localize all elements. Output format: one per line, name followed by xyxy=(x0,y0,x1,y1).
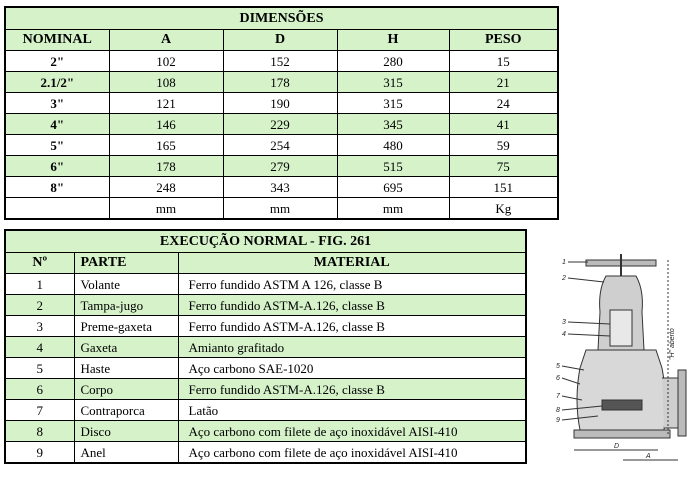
parts-table xyxy=(4,229,527,464)
dimensions-row-cell: 178 xyxy=(109,156,223,177)
dimensions-row-cell: 102 xyxy=(109,51,223,72)
callout-5: 5 xyxy=(556,363,560,370)
dimensions-header-row-cell: D xyxy=(223,30,337,51)
dimensions-row xyxy=(5,156,558,177)
dimensions-row-cell: 279 xyxy=(223,156,337,177)
parts-title-row xyxy=(5,230,526,253)
dimensions-row-cell: 4" xyxy=(5,114,109,135)
parts-row-cell: Ferro fundido ASTM-A.126, classe B xyxy=(178,379,526,400)
dimensions-units-row-cell: mm xyxy=(109,198,223,220)
dimensions-row xyxy=(5,177,558,198)
dimensions-row-cell: 5" xyxy=(5,135,109,156)
callout-4: 4 xyxy=(562,331,566,338)
parts-header-row-cell: MATERIAL xyxy=(178,253,526,274)
dimensions-row-cell: 480 xyxy=(337,135,449,156)
parts-row-cell: Contraporca xyxy=(74,400,178,421)
dimensions-row xyxy=(5,93,558,114)
dimensions-header-row-cell: PESO xyxy=(449,30,558,51)
dimensions-row-cell: 3" xyxy=(5,93,109,114)
parts-row-cell: Ferro fundido ASTM-A.126, classe B xyxy=(178,316,526,337)
callout-2: 2 xyxy=(562,275,566,282)
dimensions-row-cell: 15 xyxy=(449,51,558,72)
dim-h-label: "H" aberto xyxy=(669,328,676,360)
parts-row-cell: Tampa-jugo xyxy=(74,295,178,316)
dimensions-row-cell: 315 xyxy=(337,93,449,114)
callout-3: 3 xyxy=(562,319,566,326)
dimensions-row xyxy=(5,135,558,156)
parts-row-cell: Latão xyxy=(178,400,526,421)
dimensions-row-cell: 2" xyxy=(5,51,109,72)
dimensions-units-row-cell: Kg xyxy=(449,198,558,220)
dimensions-units-row-cell: mm xyxy=(337,198,449,220)
parts-row xyxy=(5,400,526,421)
parts-row xyxy=(5,295,526,316)
dimensions-row-cell: 178 xyxy=(223,72,337,93)
dimensions-header-row-cell: NOMINAL xyxy=(5,30,109,51)
parts-row-cell: Preme-gaxeta xyxy=(74,316,178,337)
dimensions-table xyxy=(4,6,559,220)
dimensions-row-cell: 248 xyxy=(109,177,223,198)
dimensions-units-row xyxy=(5,198,558,220)
callout-9: 9 xyxy=(556,417,560,424)
dimensions-row-cell: 21 xyxy=(449,72,558,93)
parts-row-cell: 8 xyxy=(5,421,74,442)
callout-8: 8 xyxy=(556,407,560,414)
dimensions-row xyxy=(5,72,558,93)
dim-a-label: A xyxy=(646,453,651,460)
callout-7: 7 xyxy=(556,393,560,400)
parts-row xyxy=(5,442,526,464)
parts-row xyxy=(5,337,526,358)
dimensions-row-cell: 146 xyxy=(109,114,223,135)
dimensions-row-cell: 254 xyxy=(223,135,337,156)
dimensions-row-cell: 152 xyxy=(223,51,337,72)
parts-title: EXECUÇÃO NORMAL - FIG. 261 xyxy=(5,230,526,253)
parts-row-cell: Gaxeta xyxy=(74,337,178,358)
parts-row-cell: Aço carbono com filete de aço inoxidável AISI-410 xyxy=(178,442,526,464)
parts-row-cell: 7 xyxy=(5,400,74,421)
dimensions-row-cell: 59 xyxy=(449,135,558,156)
parts-row-cell: 5 xyxy=(5,358,74,379)
dimensions-row-cell: 190 xyxy=(223,93,337,114)
dimensions-row-cell: 229 xyxy=(223,114,337,135)
parts-header-row-cell: Nº xyxy=(5,253,74,274)
dimensions-header-row-cell: H xyxy=(337,30,449,51)
parts-row xyxy=(5,274,526,295)
parts-row-cell: Haste xyxy=(74,358,178,379)
dimensions-row-cell: 315 xyxy=(337,72,449,93)
dimensions-row-cell: 24 xyxy=(449,93,558,114)
parts-row-cell: Anel xyxy=(74,442,178,464)
dimensions-row-cell: 280 xyxy=(337,51,449,72)
dimensions-header-row-cell: A xyxy=(109,30,223,51)
callout-6: 6 xyxy=(556,375,560,382)
parts-row-cell: Volante xyxy=(74,274,178,295)
dimensions-row-cell: 41 xyxy=(449,114,558,135)
dimensions-row-cell: 2.1/2" xyxy=(5,72,109,93)
dimensions-row xyxy=(5,114,558,135)
valve-body-shape xyxy=(577,350,666,430)
parts-row-cell: Amianto grafitado xyxy=(178,337,526,358)
parts-row-cell: Disco xyxy=(74,421,178,442)
dimensions-units-row-cell: mm xyxy=(223,198,337,220)
dimensions-title-row xyxy=(5,7,558,30)
parts-row xyxy=(5,379,526,400)
parts-row-cell: Ferro fundido ASTM-A.126, classe B xyxy=(178,295,526,316)
dimensions-row-cell: 695 xyxy=(337,177,449,198)
parts-row-cell: 4 xyxy=(5,337,74,358)
dimensions-title: DIMENSÕES xyxy=(5,7,558,30)
parts-row-cell: 1 xyxy=(5,274,74,295)
dimensions-row-cell: 151 xyxy=(449,177,558,198)
dimensions-row-cell: 345 xyxy=(337,114,449,135)
parts-row-cell: 2 xyxy=(5,295,74,316)
dim-d-label: D xyxy=(614,443,620,450)
dimensions-row-cell: 6" xyxy=(5,156,109,177)
dimensions-header-row xyxy=(5,30,558,51)
dimensions-row-cell: 121 xyxy=(109,93,223,114)
parts-row-cell: Ferro fundido ASTM A 126, classe B xyxy=(178,274,526,295)
dimensions-row xyxy=(5,51,558,72)
dimensions-row-cell: 515 xyxy=(337,156,449,177)
dimensions-row-cell: 75 xyxy=(449,156,558,177)
dimensions-row-cell: 165 xyxy=(109,135,223,156)
parts-row-cell: Corpo xyxy=(74,379,178,400)
parts-row xyxy=(5,421,526,442)
dimensions-row-cell: 343 xyxy=(223,177,337,198)
parts-row-cell: 6 xyxy=(5,379,74,400)
parts-row xyxy=(5,358,526,379)
parts-header-row-cell: PARTE xyxy=(74,253,178,274)
dimensions-row-cell: 8" xyxy=(5,177,109,198)
dimensions-units-row-cell xyxy=(5,198,109,220)
parts-header-row xyxy=(5,253,526,274)
parts-row-cell: Aço carbono com filete de aço inoxidável AISI-410 xyxy=(178,421,526,442)
dimensions-row-cell: 108 xyxy=(109,72,223,93)
parts-row-cell: 3 xyxy=(5,316,74,337)
parts-row-cell: 9 xyxy=(5,442,74,464)
parts-row xyxy=(5,316,526,337)
parts-row-cell: Aço carbono SAE-1020 xyxy=(178,358,526,379)
callout-1: 1 xyxy=(562,259,566,266)
valve-drawing xyxy=(528,250,695,470)
